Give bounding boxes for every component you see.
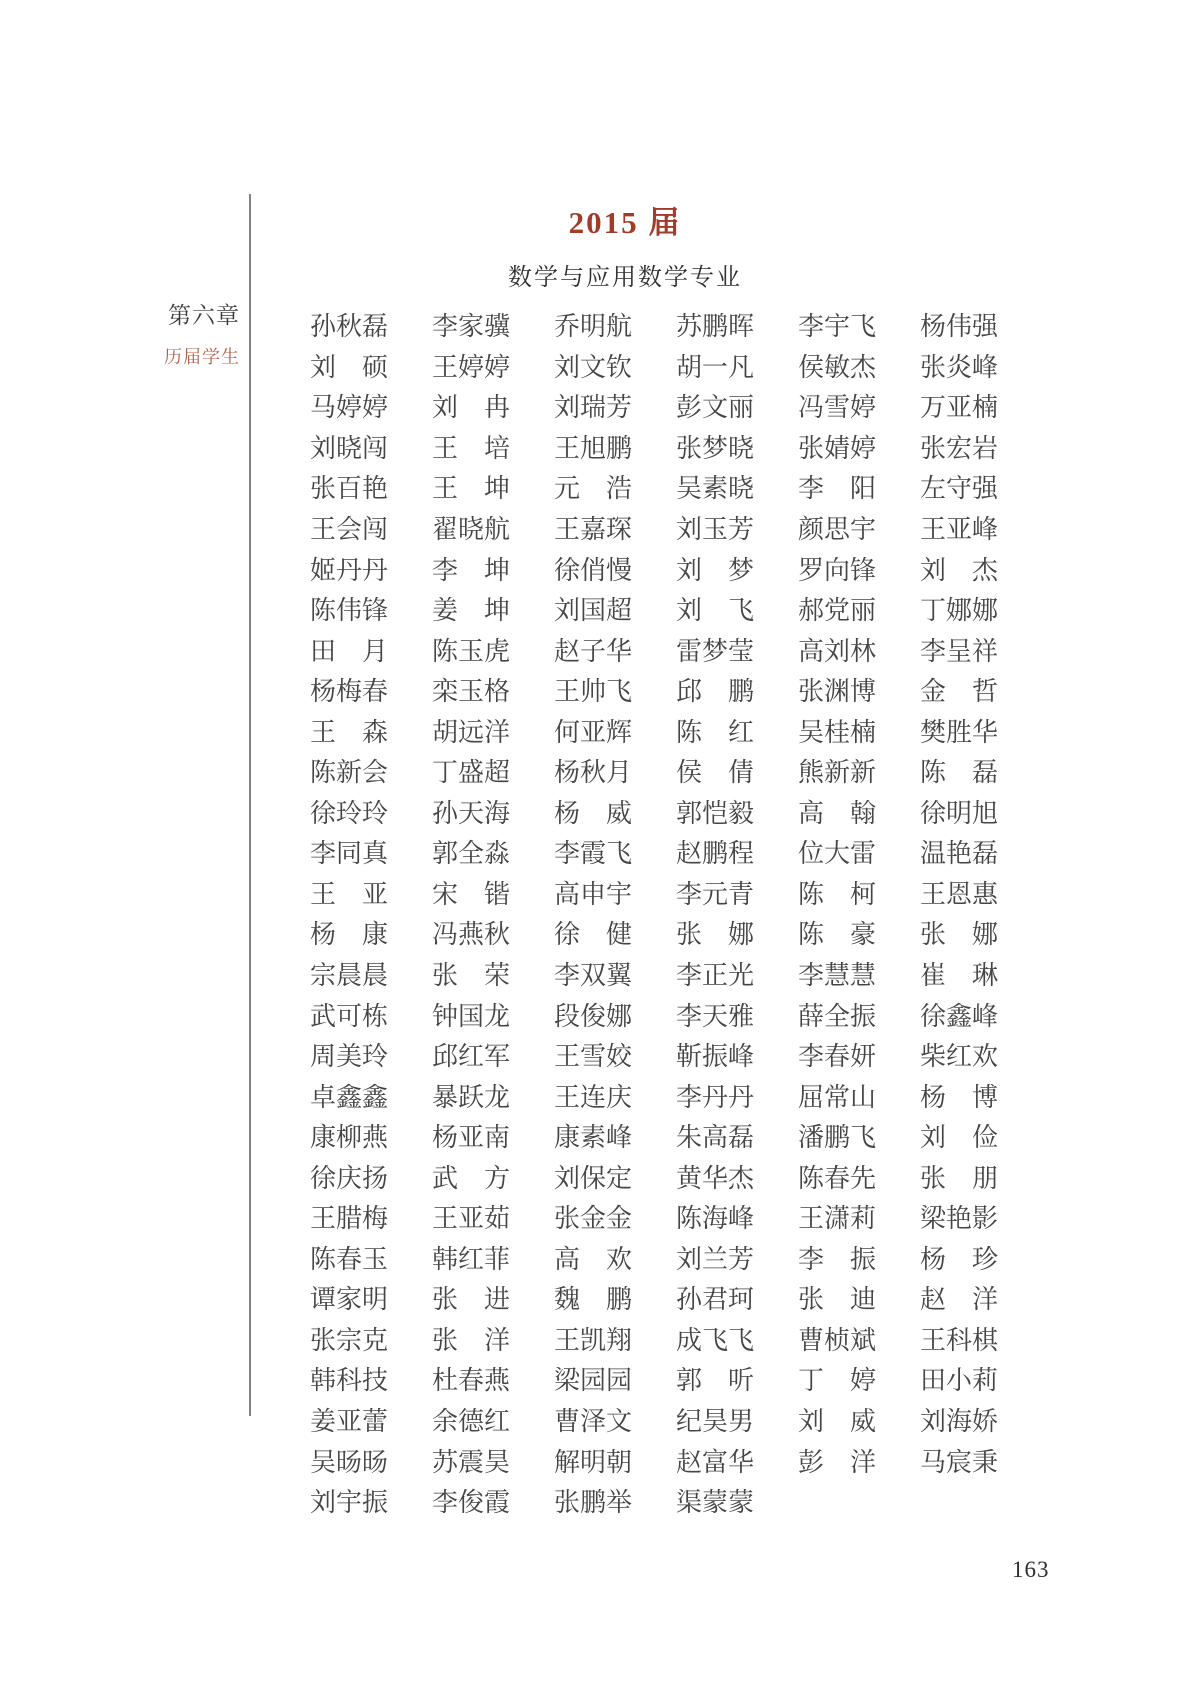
student-name: 高翰 xyxy=(798,798,876,828)
student-name: 刘梦 xyxy=(676,555,754,585)
student-name: 熊新新 xyxy=(798,758,877,788)
student-name: 杨康 xyxy=(310,920,388,950)
student-name: 王帅飞 xyxy=(554,677,633,707)
student-name: 王凯翔 xyxy=(554,1325,633,1355)
student-name: 赵富华 xyxy=(676,1447,755,1477)
student-name: 吴旸旸 xyxy=(310,1447,389,1477)
student-name: 孙天海 xyxy=(432,798,511,828)
student-name: 李元青 xyxy=(676,879,755,909)
student-name: 徐健 xyxy=(554,920,632,950)
student-name: 段俊娜 xyxy=(554,1001,633,1031)
student-name: 梁园园 xyxy=(554,1366,633,1396)
student-name: 陈伟锋 xyxy=(310,596,389,626)
roster-row xyxy=(310,753,998,794)
student-name: 雷梦莹 xyxy=(676,636,755,666)
student-name: 杨秋月 xyxy=(554,758,633,788)
roster-row xyxy=(310,1321,998,1362)
student-name: 赵子华 xyxy=(554,636,633,666)
student-name: 王科棋 xyxy=(920,1325,999,1355)
roster-row xyxy=(310,510,998,551)
roster-row xyxy=(310,591,998,632)
roster-row xyxy=(310,834,998,875)
student-name: 樊胜华 xyxy=(920,717,999,747)
roster-row xyxy=(310,307,998,348)
student-name: 姜亚蕾 xyxy=(310,1407,389,1437)
student-name: 刘硕 xyxy=(310,352,388,382)
student-name: 曹桢斌 xyxy=(798,1325,877,1355)
student-name: 徐明旭 xyxy=(920,798,999,828)
student-name: 杨威 xyxy=(554,798,632,828)
student-name: 杨伟强 xyxy=(920,312,999,342)
roster-row xyxy=(310,915,998,956)
student-name: 屈常山 xyxy=(798,1082,877,1112)
student-name: 左守强 xyxy=(920,474,999,504)
chapter-sidebar xyxy=(90,297,240,369)
student-name: 宗晨晨 xyxy=(310,961,389,991)
student-name: 张朋 xyxy=(920,1163,998,1193)
student-name: 徐俏慢 xyxy=(554,555,633,585)
student-name: 王亚茹 xyxy=(432,1204,511,1234)
student-name: 谭家明 xyxy=(310,1285,389,1315)
student-name: 刘冉 xyxy=(432,393,510,423)
student-name: 张婧婷 xyxy=(798,433,877,463)
student-name: 潘鹏飞 xyxy=(798,1123,877,1153)
student-name: 陈豪 xyxy=(798,920,876,950)
student-name: 黄华杰 xyxy=(676,1163,755,1193)
student-name: 薛全振 xyxy=(798,1001,877,1031)
student-name: 王恩惠 xyxy=(920,879,999,909)
student-name: 刘杰 xyxy=(920,555,998,585)
roster-row xyxy=(310,1037,998,1078)
student-name: 张金金 xyxy=(554,1204,633,1234)
student-name: 康素峰 xyxy=(554,1123,633,1153)
student-name: 李正光 xyxy=(676,961,755,991)
student-name: 李春妍 xyxy=(798,1042,877,1072)
student-name: 梁艳影 xyxy=(920,1204,999,1234)
student-name: 康柳燕 xyxy=(310,1123,389,1153)
roster-row xyxy=(310,469,998,510)
student-name: 张荣 xyxy=(432,961,510,991)
roster-row xyxy=(310,550,998,591)
student-name: 张梦晓 xyxy=(676,433,755,463)
student-name: 王坤 xyxy=(432,474,510,504)
roster-row xyxy=(310,956,998,997)
student-name: 徐庆扬 xyxy=(310,1163,389,1193)
student-name: 张宗克 xyxy=(310,1325,389,1355)
student-name: 翟晓航 xyxy=(432,515,511,544)
student-name: 丁娜娜 xyxy=(920,596,999,626)
student-name: 苏震昊 xyxy=(432,1447,511,1477)
student-name: 赵洋 xyxy=(920,1285,998,1315)
student-name: 邱红军 xyxy=(432,1042,511,1072)
student-name: 赵鹏程 xyxy=(676,839,755,869)
student-name: 宋锴 xyxy=(432,879,510,909)
student-name: 郭恺毅 xyxy=(676,798,755,828)
student-name: 王旭鹏 xyxy=(554,433,633,463)
student-name: 何亚辉 xyxy=(554,717,633,747)
student-name: 李呈祥 xyxy=(920,636,999,666)
student-name: 丁婷 xyxy=(798,1366,876,1396)
student-name: 刘晓闯 xyxy=(310,433,389,463)
student-name: 杨珍 xyxy=(920,1244,998,1274)
roster-row xyxy=(310,1118,998,1159)
student-name: 张娜 xyxy=(920,920,998,950)
sidebar-divider-line xyxy=(249,194,251,1416)
student-name: 王婷婷 xyxy=(432,352,511,382)
student-name: 高申宇 xyxy=(554,879,633,909)
student-name: 冯燕秋 xyxy=(432,920,511,950)
student-name: 王森 xyxy=(310,717,388,747)
roster-row xyxy=(310,996,998,1037)
student-name: 彭文丽 xyxy=(676,393,755,423)
page-number: 163 xyxy=(1012,1557,1050,1582)
student-name: 孙秋磊 xyxy=(310,312,389,342)
student-name: 陈玉虎 xyxy=(432,636,511,666)
roster-row xyxy=(310,348,998,389)
student-name: 王嘉琛 xyxy=(554,515,633,544)
student-name: 周美玲 xyxy=(310,1042,389,1072)
student-name: 刘文钦 xyxy=(554,352,633,382)
student-name: 李阳 xyxy=(798,474,876,504)
student-name: 吴桂楠 xyxy=(798,717,877,747)
student-name: 靳振峰 xyxy=(676,1042,755,1072)
roster-row xyxy=(310,1402,998,1443)
student-name: 张渊博 xyxy=(798,677,877,707)
student-name: 郭听 xyxy=(676,1366,754,1396)
student-name: 武可栋 xyxy=(310,1001,389,1031)
student-name: 暴跃龙 xyxy=(432,1082,511,1112)
student-name: 侯倩 xyxy=(676,758,754,788)
student-name: 金哲 xyxy=(920,677,998,707)
student-name: 王潇莉 xyxy=(798,1204,877,1234)
student-name: 陈新会 xyxy=(310,758,389,788)
student-name: 刘兰芳 xyxy=(676,1244,755,1274)
student-name: 武方 xyxy=(432,1163,510,1193)
student-name: 柴红欢 xyxy=(920,1042,999,1072)
student-name: 刘俭 xyxy=(920,1123,998,1153)
student-name: 王腊梅 xyxy=(310,1204,389,1234)
roster-row xyxy=(310,1280,998,1321)
student-name: 田月 xyxy=(310,636,388,666)
roster-row xyxy=(310,1158,998,1199)
student-name: 罗向锋 xyxy=(798,555,877,585)
roster-row xyxy=(310,631,998,672)
student-name: 渠蒙蒙 xyxy=(676,1488,755,1518)
student-name: 张宏岩 xyxy=(920,433,999,463)
student-name: 王亚 xyxy=(310,879,388,909)
student-name: 刘威 xyxy=(798,1407,876,1437)
student-name: 张娜 xyxy=(676,920,754,950)
student-name: 王雪姣 xyxy=(554,1042,633,1072)
student-name: 余德红 xyxy=(432,1407,511,1437)
student-name: 杨博 xyxy=(920,1082,998,1112)
student-name: 万亚楠 xyxy=(920,393,999,423)
student-name: 姜坤 xyxy=(432,596,510,626)
roster-row xyxy=(310,1361,998,1402)
student-name: 王培 xyxy=(432,433,510,463)
student-name: 刘玉芳 xyxy=(676,515,755,544)
student-name: 刘飞 xyxy=(676,596,754,626)
student-name: 成飞飞 xyxy=(676,1325,755,1355)
student-name: 钟国龙 xyxy=(432,1001,511,1031)
major-subtitle: 数学与应用数学专业 xyxy=(508,264,742,291)
student-name: 刘国超 xyxy=(554,596,633,626)
chapter-title: 第六章 xyxy=(168,303,240,328)
student-name: 张进 xyxy=(432,1285,510,1315)
roster-row xyxy=(310,794,998,835)
student-name: 魏鹏 xyxy=(554,1285,632,1315)
content-area xyxy=(250,0,1000,292)
student-name: 李家骥 xyxy=(432,312,511,342)
student-name: 李双翼 xyxy=(554,961,633,991)
year-title: 2015 届 xyxy=(568,205,682,240)
roster-row xyxy=(310,1077,998,1118)
student-name: 刘瑞芳 xyxy=(554,393,633,423)
student-name: 元浩 xyxy=(554,474,632,504)
student-name: 张炎峰 xyxy=(920,352,999,382)
student-name: 姬丹丹 xyxy=(310,555,389,585)
student-name: 冯雪婷 xyxy=(798,393,877,423)
student-name: 王会闯 xyxy=(310,515,389,544)
student-name: 张洋 xyxy=(432,1325,510,1355)
student-name: 吴素晓 xyxy=(676,474,755,504)
student-name: 马宸秉 xyxy=(920,1447,999,1477)
student-name: 颜思宇 xyxy=(798,515,877,544)
student-name: 陈红 xyxy=(676,717,754,747)
student-name: 杨梅春 xyxy=(310,677,389,707)
student-name: 张迪 xyxy=(798,1285,876,1315)
student-name: 徐鑫峰 xyxy=(920,1001,999,1031)
student-name: 王连庆 xyxy=(554,1082,633,1112)
student-name: 杜春燕 xyxy=(432,1366,511,1396)
student-name: 张百艳 xyxy=(310,474,389,504)
student-name: 卓鑫鑫 xyxy=(310,1082,389,1112)
student-name: 李振 xyxy=(798,1244,876,1274)
student-name: 苏鹏晖 xyxy=(676,312,755,342)
student-name: 李霞飞 xyxy=(554,839,633,869)
student-name: 丁盛超 xyxy=(432,758,511,788)
student-name: 温艳磊 xyxy=(920,839,999,869)
student-name: 邱鹏 xyxy=(676,677,754,707)
student-name: 田小莉 xyxy=(920,1366,999,1396)
student-name: 徐玲玲 xyxy=(310,798,389,828)
roster-row xyxy=(310,672,998,713)
student-name: 李俊霞 xyxy=(432,1488,511,1518)
student-name: 胡远洋 xyxy=(432,717,511,747)
roster-row xyxy=(310,1199,998,1240)
student-name: 李同真 xyxy=(310,839,389,869)
student-name: 李坤 xyxy=(432,555,510,585)
student-name: 陈海峰 xyxy=(676,1204,755,1234)
student-name: 高欢 xyxy=(554,1244,632,1274)
student-name: 张鹏举 xyxy=(554,1488,633,1518)
student-name: 陈春先 xyxy=(798,1163,877,1193)
student-name: 彭洋 xyxy=(798,1447,876,1477)
chapter-section-label: 历届学生 xyxy=(164,347,240,367)
student-name: 李宇飞 xyxy=(798,312,877,342)
roster-row xyxy=(310,1240,998,1281)
student-name: 李丹丹 xyxy=(676,1082,755,1112)
student-name: 郭全淼 xyxy=(432,839,511,869)
student-name: 纪昊男 xyxy=(676,1407,755,1437)
student-name: 位大雷 xyxy=(798,839,877,869)
roster-row xyxy=(310,429,998,470)
student-name: 刘宇振 xyxy=(310,1488,389,1518)
student-name: 朱高磊 xyxy=(676,1123,755,1153)
student-name: 马婷婷 xyxy=(310,393,389,423)
student-name: 陈磊 xyxy=(920,758,998,788)
student-name: 高刘林 xyxy=(798,636,877,666)
student-name: 郝党丽 xyxy=(798,596,877,626)
student-name: 栾玉格 xyxy=(432,677,511,707)
student-name: 杨亚南 xyxy=(432,1123,511,1153)
student-name: 曹泽文 xyxy=(554,1407,633,1437)
student-roster xyxy=(310,307,998,1523)
student-name: 韩红菲 xyxy=(432,1244,511,1274)
student-name: 刘海娇 xyxy=(920,1407,999,1437)
student-name: 崔琳 xyxy=(920,961,998,991)
roster-row xyxy=(310,1442,998,1483)
roster-row xyxy=(310,388,998,429)
student-name: 胡一凡 xyxy=(676,352,755,382)
student-name: 陈春玉 xyxy=(310,1244,389,1274)
student-name: 刘保定 xyxy=(554,1163,633,1193)
student-name: 陈柯 xyxy=(798,879,876,909)
roster-row xyxy=(310,1483,998,1524)
student-name: 乔明航 xyxy=(554,312,633,342)
student-name: 韩科技 xyxy=(310,1366,389,1396)
student-name: 侯敏杰 xyxy=(798,352,877,382)
roster-row xyxy=(310,712,998,753)
student-name: 解明朝 xyxy=(554,1447,633,1477)
roster-row xyxy=(310,875,998,916)
student-name: 李天雅 xyxy=(676,1001,755,1031)
student-name: 李慧慧 xyxy=(798,961,877,991)
student-name: 王亚峰 xyxy=(920,515,999,544)
student-name: 孙君珂 xyxy=(676,1285,755,1315)
